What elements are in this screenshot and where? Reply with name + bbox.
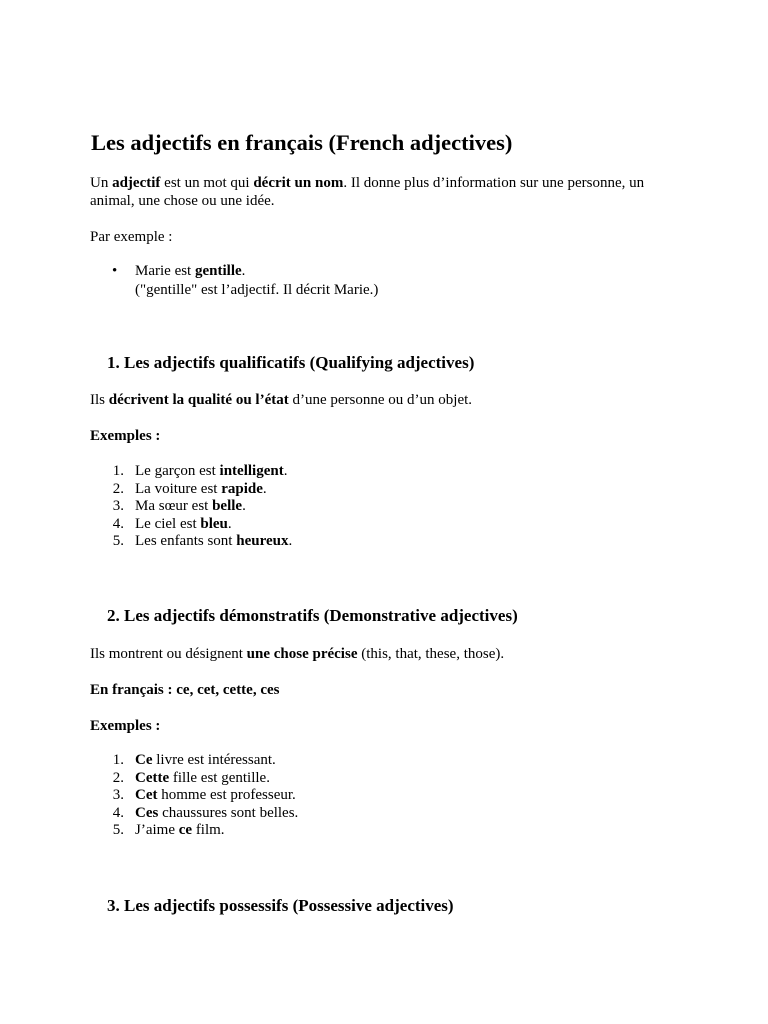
desc-text-2: d’une personne ou d’un objet. xyxy=(288,392,473,408)
section-1-examples-label: Exemples : xyxy=(90,428,161,444)
section-2-description xyxy=(90,645,504,663)
list-number: 2. xyxy=(112,480,124,497)
bullet-marker: • xyxy=(112,263,118,279)
intro-paragraph xyxy=(90,174,670,210)
list-number: 1. xyxy=(112,463,124,479)
intro-text-1: Un xyxy=(90,175,113,191)
section-2-en-francais: En français : ce, cet, cette, ces xyxy=(90,682,280,698)
desc-text-1: Ils xyxy=(90,392,109,408)
item-text-post: . xyxy=(283,463,288,479)
list-item xyxy=(90,533,292,551)
item-text-post: . xyxy=(262,480,267,497)
item-bold: Ce xyxy=(135,752,153,768)
example-text-1: Marie est xyxy=(135,263,195,279)
item-text-pre: Le garçon est xyxy=(135,463,220,479)
list-item xyxy=(90,516,292,534)
list-number: 3. xyxy=(112,787,124,803)
list-number: 4. xyxy=(112,515,124,532)
example-note: ("gentille" est l’adjectif. Il décrit Marie.) xyxy=(135,281,379,298)
list-item xyxy=(90,263,378,299)
item-bold: ce xyxy=(178,822,193,838)
list-number: 4. xyxy=(112,804,124,821)
item-text-pre: Les enfants sont xyxy=(135,533,237,549)
item-text-pre: Le ciel est xyxy=(135,515,201,532)
section-1-description xyxy=(90,391,472,409)
list-item xyxy=(90,787,298,805)
item-text-post: . xyxy=(288,533,293,549)
example-line xyxy=(135,263,378,281)
list-item xyxy=(90,822,298,840)
item-bold: belle xyxy=(212,498,243,514)
section-1-examples-list xyxy=(90,463,292,551)
item-bold: Cette xyxy=(135,769,170,786)
item-text-post: fille est gentille. xyxy=(169,769,270,786)
item-text-post: film. xyxy=(192,822,225,838)
item-bold: rapide xyxy=(221,480,263,497)
list-item xyxy=(90,498,292,516)
item-text-pre: Ma sœur est xyxy=(135,498,213,514)
item-text-post: livre est intéressant. xyxy=(152,752,276,768)
section-3-heading: 3. Les adjectifs possessifs (Possessive adjectives) xyxy=(107,896,454,915)
item-bold: heureux xyxy=(236,533,289,549)
example-text-2: . xyxy=(241,263,246,279)
list-item xyxy=(90,805,298,823)
list-item xyxy=(90,463,292,481)
desc-bold: décrivent la qualité ou l’état xyxy=(108,392,289,408)
example-bullet-list xyxy=(90,263,378,299)
list-item xyxy=(90,481,292,499)
section-2-heading: 2. Les adjectifs démonstratifs (Demonstrative adjectives) xyxy=(107,606,518,625)
item-text-pre: J’aime xyxy=(135,822,179,838)
item-text-post: chaussures sont belles. xyxy=(158,804,299,821)
list-number: 5. xyxy=(112,533,124,549)
item-bold: bleu xyxy=(200,515,228,532)
item-text-post: homme est professeur. xyxy=(157,787,296,803)
list-number: 1. xyxy=(112,752,124,768)
document-title: Les adjectifs en français (French adjectives) xyxy=(91,130,513,155)
intro-text-3: . Il donne plus d’information sur une personne, un animal, une chose ou une idée. xyxy=(90,175,645,209)
par-exemple-label: Par exemple : xyxy=(90,229,173,245)
item-bold: Ces xyxy=(135,804,159,821)
list-item xyxy=(90,770,298,788)
intro-bold-decrit: décrit un nom xyxy=(253,175,344,191)
example-bold: gentille xyxy=(194,263,242,279)
item-bold: intelligent xyxy=(219,463,284,479)
desc-text-1: Ils montrent ou désignent xyxy=(90,646,247,662)
item-text-post: . xyxy=(242,498,246,514)
desc-bold: une chose précise xyxy=(246,646,358,662)
list-number: 2. xyxy=(112,769,124,786)
item-text-post: . xyxy=(227,515,232,532)
intro-text-2: est un mot qui xyxy=(160,175,254,191)
item-bold: Cet xyxy=(135,787,158,803)
list-number: 5. xyxy=(112,822,124,838)
list-number: 3. xyxy=(112,498,124,514)
item-text-pre: La voiture est xyxy=(135,480,222,497)
intro-bold-adjectif: adjectif xyxy=(112,175,161,191)
section-2-examples-label: Exemples : xyxy=(90,718,161,734)
desc-text-2: (this, that, these, those). xyxy=(357,646,505,662)
section-1-heading: 1. Les adjectifs qualificatifs (Qualifying adjectives) xyxy=(107,353,475,372)
section-2-examples-list xyxy=(90,752,298,840)
list-item xyxy=(90,752,298,770)
